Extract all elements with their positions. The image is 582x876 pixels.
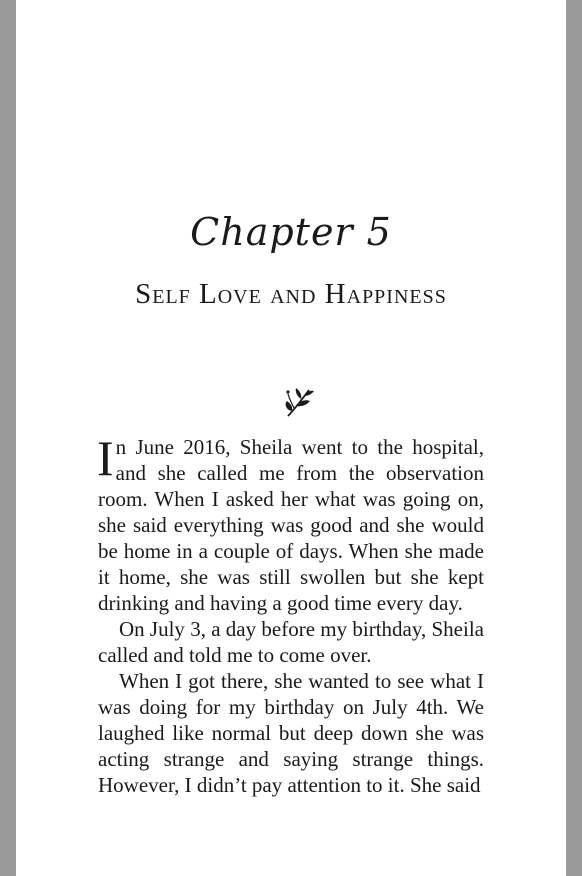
paragraph-2: On July 3, a day before my birthday, Sheila called and told me to come over. <box>98 617 484 667</box>
leaf-sprig-icon <box>282 386 316 420</box>
chapter-title: Chapter 5 <box>190 210 392 254</box>
chapter-body <box>97 430 484 798</box>
book-page <box>16 0 566 876</box>
paragraph-1-text: n June 2016, Sheila went to the hospital, and she called me from the observation room. When I asked her what was going on, she said everything was good and she would be home in a couple of days. When she made it home, she was still swollen but she kept drinking and having a good time every day. <box>98 435 484 615</box>
paragraph-1 <box>97 430 484 616</box>
paragraph-3: When I got there, she wanted to see what I was doing for my birthday on July 4th. We laughed like normal but deep down she was acting strange and saying strange things. However, I didn’t pay attention to it. She said <box>98 669 484 797</box>
drop-cap: I <box>97 430 114 486</box>
chapter-subtitle: Self Love and Happiness <box>135 278 447 310</box>
